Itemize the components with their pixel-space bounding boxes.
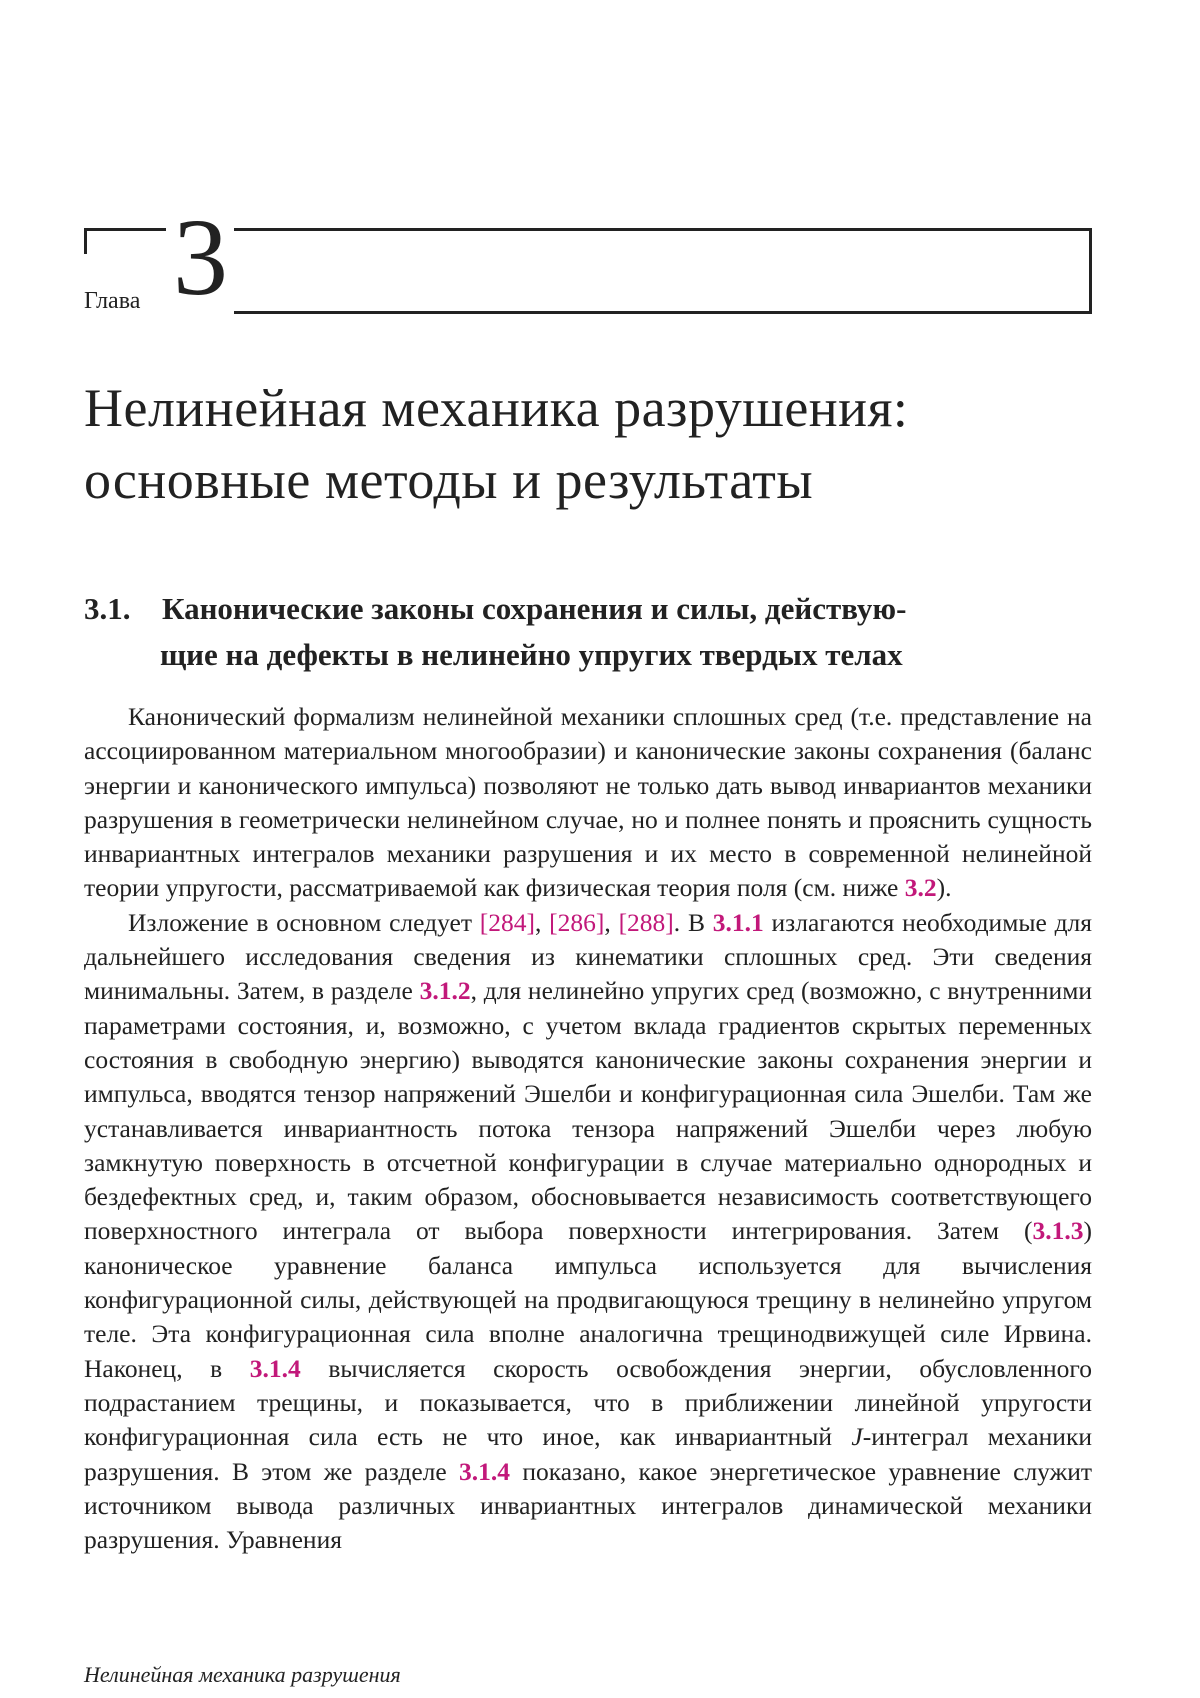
text-segment: ) каноническое уравнение баланса импульса используется для вычисления конфигурационной силы, действующей на продвигающуюся трещину в нелинейно упругом теле. Эта конфигурационная сила вполне аналогична трещинодвижущей силе Ирвина. Наконец, в	[84, 1216, 1092, 1383]
section-title-line1: Канонические законы сохранения и силы, действую-	[162, 591, 907, 626]
text-segment: . В	[673, 907, 713, 937]
box-left-stem	[84, 228, 87, 254]
box-right-side	[1089, 228, 1092, 312]
text-segment: вычисляется скорость освобождения энергии, обусловленного подрастанием трещины, и показывается, что в приближении линейной упругости конфигурационная сила есть не что иное, как инвариантный	[84, 1353, 1092, 1452]
chapter-label: Глава	[84, 288, 141, 314]
section-number: 3.1.	[84, 591, 131, 626]
ref-3-1-1-link[interactable]: 3.1.1	[712, 907, 764, 937]
section-title-line2: щие на дефекты в нелинейно упругих твердых телах	[160, 637, 903, 672]
running-footer: Нелинейная механика разрушения	[84, 1662, 401, 1687]
chapter-title	[84, 372, 1094, 516]
text-segment: Изложение в основном следует	[128, 907, 480, 937]
body-text	[84, 700, 1092, 1557]
box-top-left-line	[84, 228, 166, 231]
ref-3-1-2-link[interactable]: 3.1.2	[419, 976, 471, 1006]
paragraph-2	[84, 906, 1092, 1558]
text-segment: ,	[604, 907, 619, 937]
text-segment: показано, какое энергетическое уравнение служит источником вывода различных инвариантных интегралов динамической механики разрушения. Уравнения	[84, 1456, 1092, 1555]
ref-3-1-4-link-2[interactable]: 3.1.4	[459, 1456, 510, 1486]
ref-3-2-link[interactable]: 3.2	[904, 873, 937, 903]
citation-284-link[interactable]: [284]	[479, 907, 536, 937]
section-title	[84, 586, 1094, 678]
citation-286-link[interactable]: [286]	[549, 907, 605, 937]
text-segment: излагаются необходимые для дальнейшего исследования сведения из кинематики сплошных сред. Эти сведения минимальны. Затем, в разделе	[84, 907, 1092, 1006]
chapter-title-line2: основные методы и результаты	[84, 450, 814, 510]
ref-3-1-3-link[interactable]: 3.1.3	[1032, 1216, 1084, 1246]
paragraph-1	[84, 700, 1092, 906]
paragraph-1-end: ).	[936, 873, 952, 903]
citation-288-link[interactable]: [288]	[618, 907, 674, 937]
chapter-number: 3	[173, 196, 228, 318]
j-symbol: J	[851, 1422, 863, 1452]
text-segment: ,	[535, 907, 550, 937]
chapter-title-line1: Нелинейная механика разрушения:	[84, 378, 909, 438]
box-top-right-line	[234, 228, 1092, 231]
paragraph-1-text: Канонический формализм нелинейной механики сплошных сред (т.е. представление на ассоциированном материальном многообразии) и канонические законы сохранения (баланс энергии и канонического импульса) позволяют не только дать вывод инвариантов механики разрушения в геометрически нелинейном случае, но и полнее понять и прояснить сущность инвариантных интегралов механики разрушения и их место в современной нелинейной теории упругости, рассматриваемой как физическая теория поля (см. ниже	[84, 702, 1092, 903]
chapter-header-box	[84, 196, 1092, 318]
text-segment: , для нелинейно упругих сред (возможно, с внутренними параметрами состояния, и, возможно, с учетом вклада градиентов скрытых переменных состояния в свободную энергию) выводятся канонические законы сохранения энергии и импульса, вводятся тензор напряжений Эшелби и конфигурационная сила Эшелби. Там же устанавливается инвариантность потока тензора напряжений Эшелби через любую замкнутую поверхность в отсчетной конфигурации в случае материально однородных и бездефектных сред, и, таким образом, обосновывается независимость соответствующего поверхностного интеграла от выбора поверхности интегрирования. Затем (	[84, 976, 1092, 1246]
ref-3-1-4-link[interactable]: 3.1.4	[249, 1353, 301, 1383]
box-bottom-line	[234, 311, 1092, 314]
text-segment: -интеграл механики разрушения. В этом же разделе	[84, 1422, 1092, 1486]
